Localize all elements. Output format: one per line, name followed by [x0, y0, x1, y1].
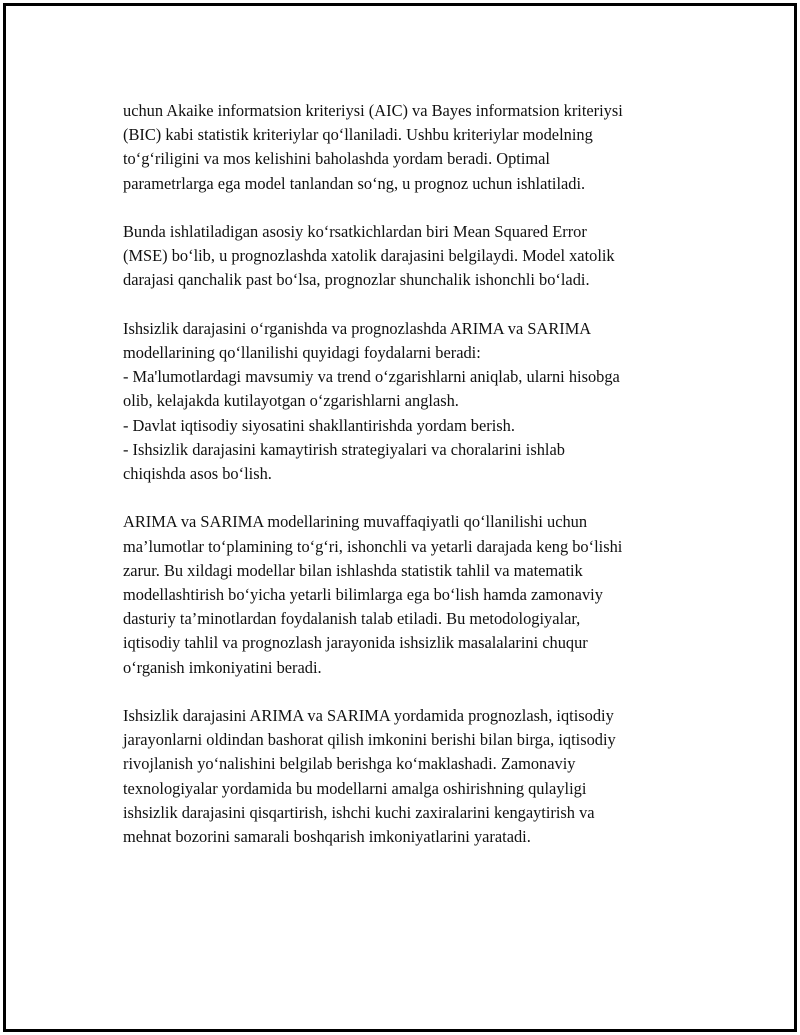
text-line: o‘rganish imkoniyatini beradi. [123, 657, 322, 677]
text-line: (BIC) kabi statistik kriteriylar qo‘llaniladi. Ushbu kriteriylar modelning [123, 125, 593, 145]
list-item: - Ma'lumotlardagi mavsumiy va trend o‘zgarishlarni aniqlab, ularni hisobga [123, 367, 620, 387]
paragraph-data-requirements [123, 510, 693, 679]
list-item: - Davlat iqtisodiy siyosatini shakllantirishda yordam berish. [123, 415, 515, 435]
page-frame [3, 3, 797, 1032]
text-line: dasturiy ta’minotlardan foydalanish talab etiladi. Bu metodologiyalar, [123, 609, 581, 629]
text-line: iqtisodiy tahlil va prognozlash jarayonida ishsizlik masalalarini chuqur [123, 633, 588, 653]
text-line: Ishsizlik darajasini o‘rganishda va prognozlashda ARIMA va SARIMA [123, 318, 592, 338]
text-line: parametrlarga ega model tanlandan so‘ng, u prognoz uchun ishlatiladi. [123, 173, 586, 193]
text-line: (MSE) bo‘lib, u prognozlashda xatolik darajasini belgilaydi. Model xatolik [123, 246, 615, 266]
text-line: olib, kelajakda kutilayotgan o‘zgarishlarni anglash. [123, 391, 459, 411]
text-line: uchun Akaike informatsion kriteriysi (AIC) va Bayes informatsion kriteriysi [123, 101, 623, 120]
text-line: to‘g‘riligini va mos kelishini baholashda yordam beradi. Optimal [123, 149, 550, 169]
text-line: ma’lumotlar to‘plamining to‘g‘ri, ishonchli va yetarli darajada keng bo‘lishi [123, 536, 623, 556]
text-line: Bunda ishlatiladigan asosiy ko‘rsatkichlardan biri Mean Squared Error [123, 222, 587, 241]
text-line: texnologiyalar yordamida bu modellarni amalga oshirishning qulayligi [123, 778, 587, 798]
text-line: ARIMA va SARIMA modellarining muvaffaqiyatli qo‘llanilishi uchun [123, 512, 588, 532]
document-body [123, 99, 693, 873]
list-item: - Ishsizlik darajasini kamaytirish strategiyalari va choralarini ishlab [123, 439, 565, 459]
text-line: darajasi qanchalik past bo‘lsa, prognozlar shunchalik ishonchli bo‘ladi. [123, 270, 590, 290]
paragraph-aic-bic [123, 99, 693, 196]
paragraph-mse [123, 220, 693, 293]
text-line: mehnat bozorini samarali boshqarish imkoniyatlarini yaratadi. [123, 827, 531, 847]
text-line: rivojlanish yo‘nalishini belgilab berishga ko‘maklashadi. Zamonaviy [123, 754, 576, 774]
text-line: Ishsizlik darajasini ARIMA va SARIMA yordamida prognozlash, iqtisodiy [123, 706, 614, 726]
text-line: zarur. Bu xildagi modellar bilan ishlashda statistik tahlil va matematik [123, 560, 583, 580]
text-line: modellashtirish bo‘yicha yetarli bilimlarga ega bo‘lish hamda zamonaviy [123, 585, 603, 605]
paragraph-benefits-list [123, 317, 693, 486]
paragraph-conclusion [123, 704, 693, 849]
text-line: jarayonlarni oldindan bashorat qilish imkonini berishi bilan birga, iqtisodiy [123, 730, 616, 750]
text-line: ishsizlik darajasini qisqartirish, ishchi kuchi zaxiralarini kengaytirish va [123, 802, 595, 822]
text-line: chiqishda asos bo‘lish. [123, 464, 272, 484]
text-line: modellarining qo‘llanilishi quyidagi foydalarni beradi: [123, 343, 481, 362]
